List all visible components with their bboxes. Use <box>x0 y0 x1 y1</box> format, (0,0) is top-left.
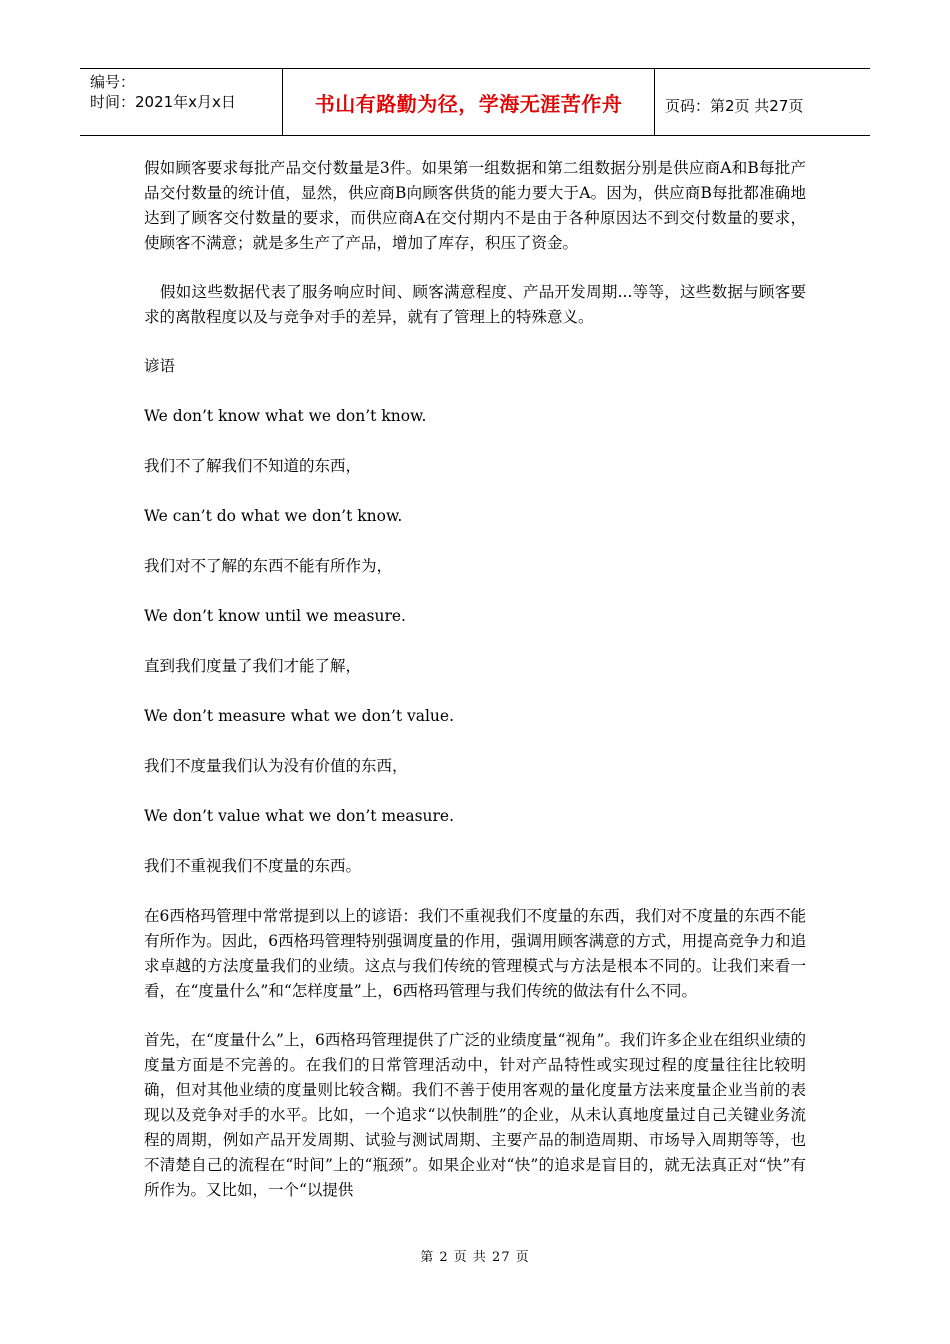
proverb-line-en: We can’t do what we don’t know. <box>144 507 403 525</box>
header-motto: 书山有路勤为径，学海无涯苦作舟 <box>314 91 623 116</box>
proverb-line-zh: 我们不重视我们不度量的东西。 <box>144 857 362 875</box>
header-page-cell <box>655 69 870 135</box>
paragraph-supplier-example: 假如顾客要求每批产品交付数量是3件。如果第一组数据和第二组数据分别是供应商A和B每批产品交付数量的统计值，显然，供应商B向顾客供货的能力要大于A。因为，供应商B每批都准确地达到了顾客交付数量的要求，而供应商A在交付期内不是由于各种原因达不到交付数量的要求，使顾客不满意；就是多生产了产品，增加了库存，积压了资金。 <box>144 159 806 252</box>
document-body <box>144 156 806 1227</box>
document-number-label: 编号： <box>90 73 136 91</box>
proverb-line-zh: 我们不度量我们认为没有价值的东西， <box>144 757 408 775</box>
proverb-line-en: We don’t measure what we don’t value. <box>144 707 455 725</box>
page-footer: 第 2 页 共 27 页 <box>420 1250 530 1265</box>
section-heading-proverb: 谚语 <box>144 357 176 375</box>
paragraph-data-significance: 假如这些数据代表了服务响应时间、顾客满意程度、产品开发周期...等等，这些数据与顾客要求的离散程度以及与竞争对手的差异，就有了管理上的特殊意义。 <box>144 283 806 326</box>
proverb-line-en: We don’t value what we don’t measure. <box>144 807 455 825</box>
header-meta-cell <box>80 69 283 135</box>
proverb-line-zh: 我们对不了解的东西不能有所作为， <box>144 557 393 575</box>
paragraph-what-to-measure: 首先，在“度量什么”上，6西格玛管理提供了广泛的业绩度量“视角”。我们许多企业在组织业绩的度量方面是不完善的。在我们的日常管理活动中，针对产品特性或实现过程的度量往往比较明确，但对其他业绩的度量则比较含糊。我们不善于使用客观的量化度量方法来度量企业当前的表现以及竞争对手的水平。比如，一个追求“以快制胜”的企业，从未认真地度量过自己关键业务流程的周期，例如产品开发周期、试验与测试周期、主要产品的制造周期、市场导入周期等等，也不清楚自己的流程在“时间”上的“瓶颈”。如果企业对“快”的追求是盲目的，就无法真正对“快”有所作为。又比如，一个“以提供 <box>144 1031 806 1199</box>
proverb-line-en: We don’t know what we don’t know. <box>144 407 427 425</box>
proverb-line-zh: 我们不了解我们不知道的东西， <box>144 457 362 475</box>
document-date-label: 时间：2021年x月x日 <box>90 93 236 111</box>
header-page-number: 页码：第2页 共27页 <box>665 97 804 115</box>
proverb-line-en: We don’t know until we measure. <box>144 607 406 625</box>
paragraph-six-sigma-measurement: 在6西格玛管理中常常提到以上的谚语：我们不重视我们不度量的东西，我们对不度量的东西不能有所作为。因此，6西格玛管理特别强调度量的作用，强调用顾客满意的方式，用提高竞争力和追求卓越的方法度量我们的业绩。这点与我们传统的管理模式与方法是根本不同的。让我们来看一看，在“度量什么”和“怎样度量”上，6西格玛管理与我们传统的做法有什么不同。 <box>144 907 806 1000</box>
page-header <box>80 68 870 136</box>
header-motto-cell <box>283 69 655 135</box>
proverb-line-zh: 直到我们度量了我们才能了解， <box>144 657 362 675</box>
